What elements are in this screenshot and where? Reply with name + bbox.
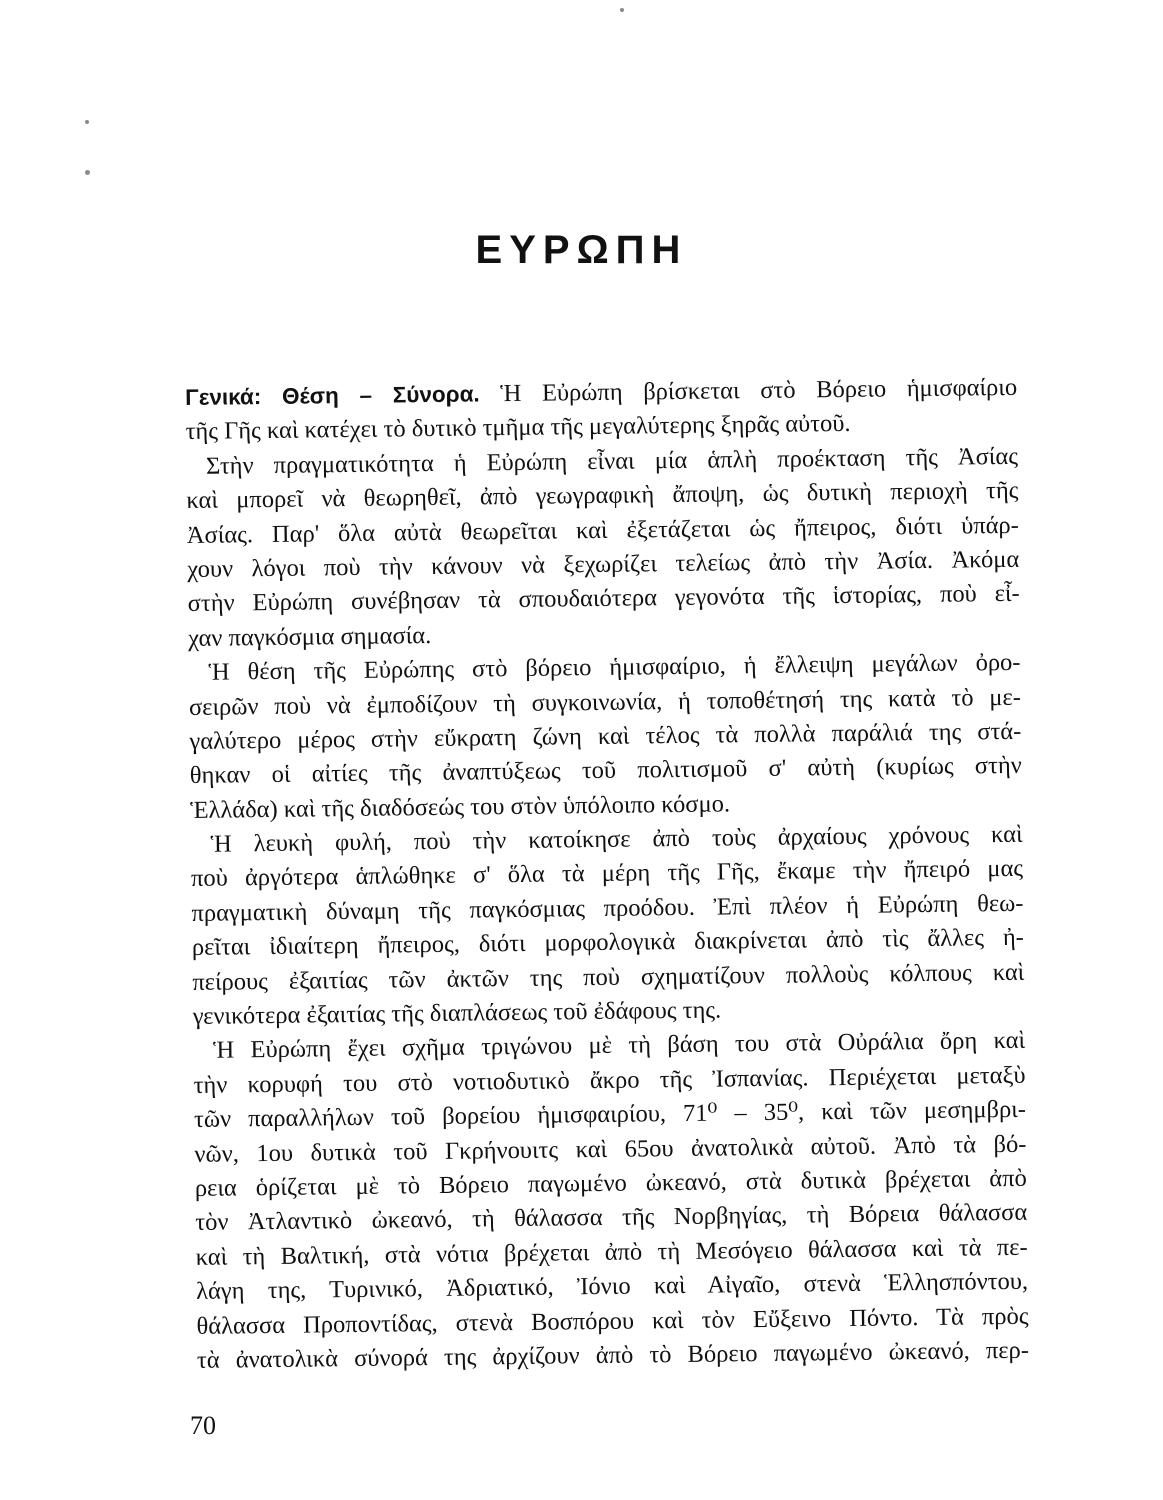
text-line: Ἑλλάδα) καὶ τῆς διαδόσεώς του στὸν ὑπόλοιπο κόσμο. <box>190 790 731 824</box>
text-line: ρεια ὁρίζεται μὲ τὸ Βόρειο παγωμένο ὠκεανό, στὰ δυτικὰ βρέχεται ἀπὸ <box>194 1164 1027 1202</box>
chapter-title: ΕΥΡΩΠΗ <box>475 228 688 272</box>
text-line: Ἡ θέση τῆς Εὐρώπης στὸ βόρειο ἡμισφαίριο, ἡ ἔλλειψη μεγάλων ὀρο- <box>208 648 1021 686</box>
text-line: πείρους ἐξαιτίας τῶν ἀκτῶν της ποὺ σχηματίζουν πολλοὺς κόλπους καὶ <box>192 958 1025 996</box>
text-line: σειρῶν ποὺ νὰ ἐμποδίζουν τὴ συγκοινωνία, ἡ τοποθέτησή της κατὰ τὸ με- <box>188 683 1022 721</box>
scan-speck <box>85 170 90 175</box>
text-line: χουν λόγοι ποὺ τὴν κάνουν νὰ ξεχωρίζει τελείως ἀπὸ τὴν Ἀσία. Ἀκόμα <box>187 545 1020 583</box>
text-line: στὴν Εὐρώπη συνέβησαν τὰ σπουδαιότερα γεγονότα τῆς ἱστορίας, ποὺ εἶ- <box>187 580 1020 618</box>
scan-speck <box>85 120 89 124</box>
text-line: τῆς Γῆς καὶ κατέχει τὸ δυτικὸ τμῆμα τῆς μεγαλύτερης ξηρᾶς αὐτοῦ. <box>185 410 851 446</box>
section-heading: Γενικά: Θέση – Σύνορα. <box>185 381 480 410</box>
page-number: 70 <box>190 1411 216 1440</box>
text-line: λάγη της, Τυρινικό, Ἀδριατικό, Ἰόνιο καὶ Αἰγαῖο, στενὰ Ἑλλησπόντου, <box>195 1267 1029 1306</box>
text-line-content: Ἡ Εὐρώπη βρίσκεται στὸ Βόρειο ἡμισφαίριο <box>479 373 1018 408</box>
text-line: Στὴν πραγματικότητα ἡ Εὐρώπη εἶναι μία ἁπλὴ προέκταση τῆς Ἀσίας <box>205 442 1019 480</box>
text-line: τὰ ἀνατολικὰ σύνορά της ἀρχίζουν ἀπὸ τὸ Βόρειο παγωμένο ὠκεανό, περ- <box>196 1336 1030 1374</box>
text-line: ποὺ ἀργότερα ἁπλώθηκε σ' ὅλα τὰ μέρη τῆς Γῆς, ἔκαμε τὴν ἤπειρό μας <box>190 855 1024 893</box>
scan-speck <box>620 8 624 12</box>
text-line: Ἡ Εὐρώπη ἔχει σχῆμα τριγώνου μὲ τὴ βάση του στὰ Οὐράλια ὄρη καὶ <box>213 1027 1026 1065</box>
text-line: θάλασσα Προποντίδας, στενὰ Βοσπόρου καὶ τὸν Εὔξεινο Πόντο. Τὰ πρὸς <box>196 1302 1029 1340</box>
text-line: καὶ τὴ Βαλτική, στὰ νότια βρέχεται ἀπὸ τὴ Μεσόγειο θάλασσα καὶ τὰ πε- <box>195 1233 1028 1271</box>
text-line: χαν παγκόσμια σημασία. <box>187 621 432 652</box>
text-line: ρεῖται ἰδιαίτερη ἤπειρος, διότι μορφολογικὰ διακρίνεται ἀπὸ τὶς ἄλλες ἠ- <box>191 924 1025 962</box>
text-line: γαλύτερο μέρος στὴν εὔκρατη ζώνη καὶ τέλος τὰ πολλὰ παράλιά της στά- <box>189 717 1022 755</box>
text-line: τὴν κορυφή του στὸ νοτιοδυτικὸ ἄκρο τῆς Ἰσπανίας. Περιέχεται μεταξὺ <box>193 1061 1026 1099</box>
text-line: Ἡ λευκὴ φυλή, ποὺ τὴν κατοίκησε ἀπὸ τοὺς ἀρχαίους χρόνους καὶ <box>210 820 1023 858</box>
text-line: τῶν παραλλήλων τοῦ βορείου ἡμισφαιρίου, 71⁰ – 35⁰, καὶ τῶν μεσημβρι- <box>193 1095 1027 1134</box>
text-line: τὸν Ἀτλαντικὸ ὠκεανό, τὴ θάλασσα τῆς Νορβηγίας, τὴ Βόρεια θάλασσα <box>195 1199 1028 1237</box>
body-text <box>185 371 1029 1378</box>
text-line: νῶν, 1ου δυτικὰ τοῦ Γκρήνουιτς καὶ 65ου ἀνατολικὰ αὐτοῦ. Ἀπὸ τὰ βό- <box>194 1130 1027 1168</box>
text-line: θηκαν οἱ αἰτίες τῆς ἀναπτύξεως τοῦ πολιτισμοῦ σ' αὐτὴ (κυρίως στὴν <box>189 752 1022 790</box>
text-line: γενικότερα ἐξαιτίας τῆς διαπλάσεως τοῦ ἐδάφους της. <box>192 996 722 1030</box>
text-line: Ἀσίας. Παρ' ὅλα αὐτὰ θεωρεῖται καὶ ἐξετάζεται ὡς ἤπειρος, διότι ὑπάρ- <box>186 511 1019 549</box>
text-line: καὶ μπορεῖ νὰ θεωρηθεῖ, ἀπὸ γεωγραφικὴ ἄποψη, ὡς δυτικὴ περιοχὴ τῆς <box>186 476 1019 515</box>
text-line: πραγματικὴ δύναμη τῆς παγκόσμιας προόδου. Ἐπὶ πλέον ἡ Εὐρώπη θεω- <box>191 889 1024 927</box>
